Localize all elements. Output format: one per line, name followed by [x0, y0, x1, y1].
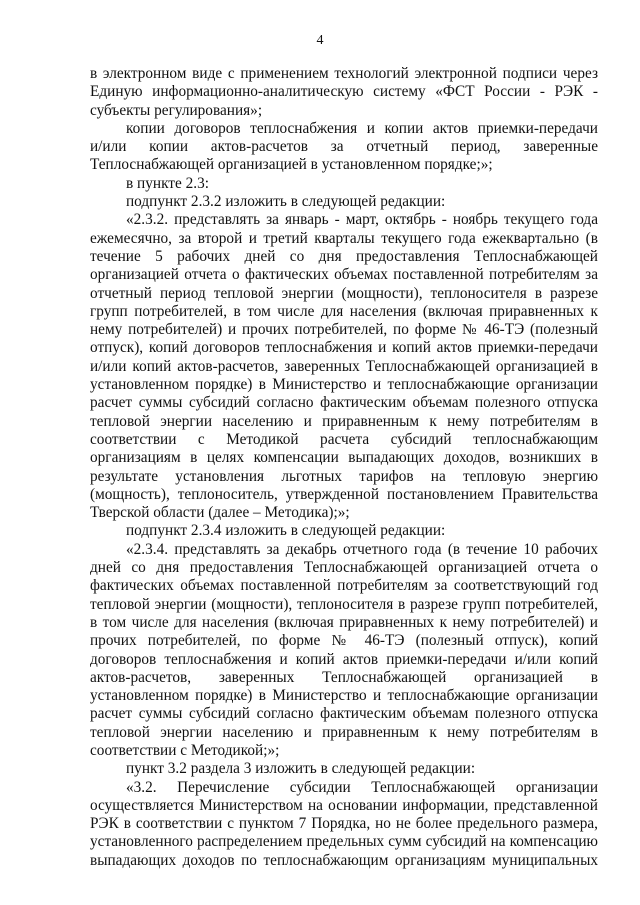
text-line: «2.3.2. представлять за январь - март, октябрь - ноябрь текущего года [126, 211, 598, 229]
text-line: и/или копий актов-расчетов, заверенных Теплоснабжающей организацией в [90, 357, 598, 375]
text-line: установленном порядке) в Министерство и теплоснабжающие организации [90, 376, 598, 394]
text-line: соответствии с Методикой;»; [90, 741, 280, 759]
text-line: тепловой энергии населению и приравненным к нему потребителям в [90, 723, 598, 741]
text-line: дней со дня предоставления Теплоснабжающей организацией отчета о [90, 559, 598, 577]
text-line: отпуск), копий договоров теплоснабжения и копий актов приемки-передачи [90, 339, 598, 357]
text-line: соответствии с Методикой расчета субсидий теплоснабжающим [90, 430, 598, 448]
text-line: течение 5 рабочих дней со дня предоставления Теплоснабжающей [90, 247, 598, 265]
text-line: в электронном виде с применением технологий электронной подписи через [90, 65, 598, 82]
text-line: ежемесячно, за второй и третий кварталы текущего года ежеквартально (в [90, 229, 598, 247]
text-line: в том числе для населения (включая приравненных к нему потребителей) и [90, 613, 598, 631]
text-line: тепловой энергии населению и приравненным к нему потребителям в [90, 412, 598, 430]
text-line: прочих потребителей, по форме № 46-ТЭ (полезный отпуск), копий [90, 632, 598, 650]
text-line: расчет суммы субсидий согласно фактическим объемам полезного отпуска [90, 705, 598, 723]
text-line: «2.3.4. представлять за декабрь отчетного года (в течение 10 рабочих [126, 540, 598, 558]
text-line: субъекты регулирования»; [90, 101, 263, 119]
text-line: подпункт 2.3.2 изложить в следующей редакции: [126, 193, 446, 211]
text-line: (мощность), теплоноситель, утвержденной постановлением Правительства [90, 485, 598, 503]
text-line: договоров теплоснабжения и копий актов приемки-передачи и/или копий [90, 650, 598, 668]
text-line: выпадающих доходов по теплоснабжающим организациям муниципальных [90, 851, 598, 869]
page-number: 4 [316, 33, 324, 48]
text-line: групп потребителей, в том числе для населения (включая приравненных к [90, 302, 598, 320]
text-line: в пункте 2.3: [126, 174, 209, 192]
text-line: тепловой энергии (мощности), теплоносителя в разрезе групп потребителей, [90, 595, 598, 613]
text-line: копии договоров теплоснабжения и копии актов приемки-передачи [126, 119, 598, 137]
text-line: «3.2. Перечисление субсидии Теплоснабжающей организации [126, 778, 598, 796]
text-line: Тверской области (далее – Методика);»; [90, 504, 350, 522]
text-line: организациям в целях компенсации выпадающих доходов, возникших в [90, 449, 598, 467]
text-line: пункт 3.2 раздела 3 изложить в следующей редакции: [126, 760, 476, 778]
text-line: расчет суммы субсидий согласно фактическим объемам полезного отпуска [90, 394, 598, 412]
text-line: организацией отчета о фактических объемах поставленной потребителям за [90, 266, 598, 284]
text-line: Единую информационно-аналитическую систему «ФСТ России - РЭК - [90, 83, 598, 101]
text-line: РЭК в соответствии с пунктом 7 Порядка, но не более предельного размера, [90, 815, 598, 833]
document-body [90, 65, 598, 870]
text-line: Теплоснабжающей организацией в установленном порядке;»; [90, 156, 493, 174]
text-line: актов-расчетов, заверенных Теплоснабжающей организацией в [90, 668, 598, 686]
text-line: отчетный период тепловой энергии (мощности), теплоносителя в разрезе [90, 284, 598, 302]
text-line: подпункт 2.3.4 изложить в следующей редакции: [126, 522, 446, 540]
text-line: установленном порядке) в Министерство и теплоснабжающие организации [90, 687, 598, 705]
text-line: фактических объемах поставленной потребителям за соответствующий год [90, 577, 598, 595]
text-line: установленного распределением предельных сумм субсидий на компенсацию [90, 833, 598, 851]
text-line: и/или копии актов-расчетов за отчетный период, заверенные [90, 138, 598, 156]
text-line: нему потребителей) и прочих потребителей, по форме № 46-ТЭ (полезный [90, 321, 598, 339]
text-line: результате установления льготных тарифов на тепловую энергию [90, 467, 598, 485]
text-line: осуществляется Министерством на основании информации, представленной [90, 796, 598, 814]
